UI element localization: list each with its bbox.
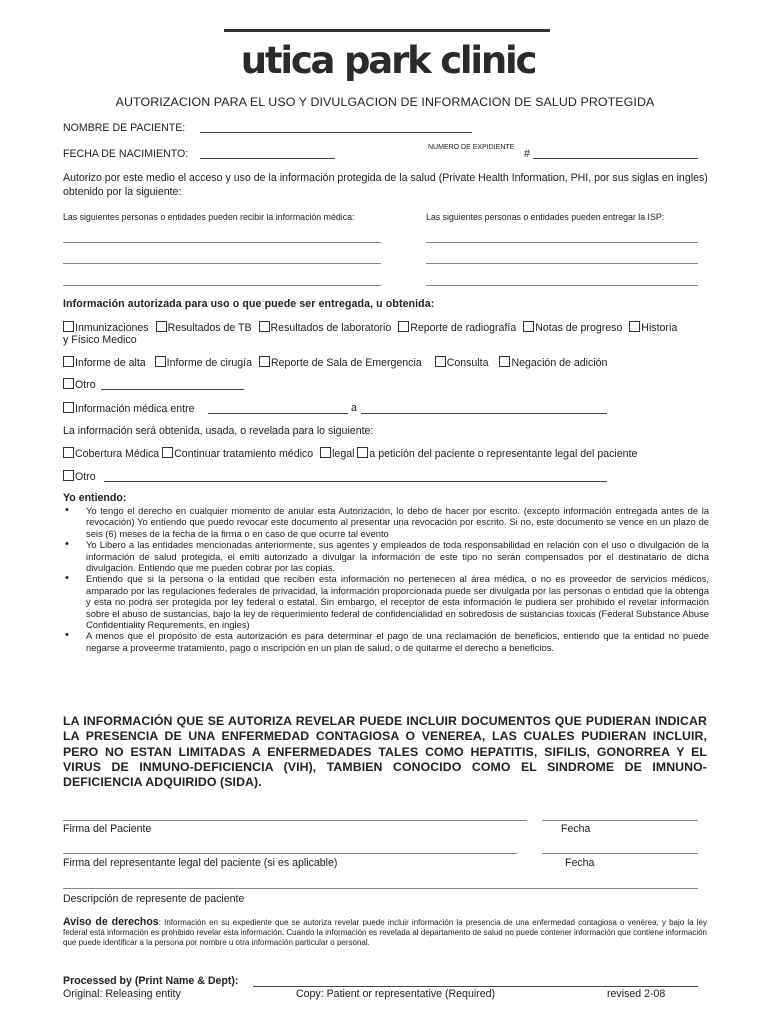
checkbox-legal[interactable]: legal <box>320 448 354 460</box>
purpose-heading: La información será obtenida, usada, o revelada para lo siguiente: <box>63 425 374 437</box>
info-row-2 <box>63 356 611 369</box>
footer-copy: Copy: Patient or representative (Required) <box>296 988 496 1000</box>
checkbox-reporte-sala-emergencia[interactable]: Reporte de Sala de Emergencia <box>259 357 422 369</box>
range-to-field[interactable] <box>361 413 607 414</box>
understand-list <box>63 505 709 653</box>
footer-revised: revised 2-08 <box>607 988 666 1000</box>
rights-notice <box>63 917 707 949</box>
info-row-1-continued: y Físico Medico <box>63 334 137 346</box>
footer-original: Original: Releasing entity <box>63 988 181 1000</box>
patient-signature-field[interactable] <box>63 820 527 821</box>
list-item: • A menos que el propósito de esta autorización es para determinar el pago de una reclamación de beneficios, entiendo que la entidad no puede negarse a proveerme tratamiento, pago o inscripción en un plan de salud, o de quitarme el derecho a beneficios. <box>63 630 709 653</box>
receiver-line-3[interactable] <box>63 285 381 286</box>
record-number-field[interactable] <box>533 158 698 159</box>
checkbox-informe-alta[interactable]: Informe de alta <box>63 357 146 369</box>
checkbox-informe-cirugia[interactable]: Informe de cirugía <box>155 357 252 369</box>
rep-description-field[interactable] <box>63 888 698 889</box>
checkbox-otro[interactable]: Otro <box>63 378 96 391</box>
record-hash: # <box>524 148 530 160</box>
processed-by-field[interactable] <box>253 986 698 987</box>
info-row-1 <box>63 321 681 334</box>
checkbox-negacion-adicion[interactable]: Negación de adición <box>499 357 607 369</box>
checkbox-consulta[interactable]: Consulta <box>435 357 489 369</box>
checkbox-historia[interactable]: Historia <box>629 322 677 334</box>
checkbox-resultados-tb[interactable]: Resultados de TB <box>156 322 252 334</box>
receiver-line-1[interactable] <box>63 242 381 243</box>
date-field-1[interactable] <box>542 820 698 821</box>
understand-heading: Yo entiendo: <box>63 492 127 504</box>
list-item: • Entiendo que si la persona o la entidad que reciben esta información no pertenecen al área médica, o no es proveedor de servicios médicos, amparado por las regulaciones federales de privacidad, la información proporcionada puede ser divulgada por las personas o entidad que la obtenga y esta no podrá ser protegida por ley federal o estatal. Sin embargo, el receptor de esta información le pudiera ser prohibido el revelar información sobre el abuso de sustancias, bajo la ley de requerimiento federal de confidencialidad en sobredosis de sustancias toxicas (Federal Substance Abuse Confidentiality Requrements, en ingles) <box>63 573 709 630</box>
receivers-label: Las siguientes personas o entidades pueden recibir la información médica: <box>63 212 355 222</box>
otro-purpose-field[interactable] <box>104 481 607 482</box>
checkbox-resultados-laboratorio[interactable]: Resultados de laboratorio <box>259 322 392 334</box>
authorize-text: Autorizo por este medio el acceso y uso de la información protegida de la salud (Private Health Information, PHI, por sus siglas en ingles) obtenido por la siguiente: <box>63 172 708 198</box>
providers-label: Las siguientes personas o entidades pueden entregar la ISP: <box>426 212 665 222</box>
checkbox-inmunizaciones[interactable]: Inmunizaciones <box>63 322 149 334</box>
provider-line-2[interactable] <box>426 263 698 264</box>
provider-line-1[interactable] <box>426 242 698 243</box>
rep-signature-label: Firma del representante legal del paciente (si es aplicable) <box>63 857 338 869</box>
checkbox-otro-purpose[interactable]: Otro <box>63 470 96 483</box>
logo: utica park clinic <box>240 39 536 82</box>
info-heading: Información autorizada para uso o que puede ser entregada, u obtenida: <box>63 298 435 310</box>
list-item: • Yo tengo el derecho en cualquier momento de anular esta Autorización, lo debo de hacer por escrito. (excepto información entregada antes de la revocación) Yo entiendo que puedo revocar este documento al presentar una revocación por escrito. Si no, este documento se vence en un plazo de seis (6) meses de la fecha de la firma o en caso de que ocurre tal evento <box>63 505 709 539</box>
checkbox-notas-progreso[interactable]: Notas de progreso <box>523 322 622 334</box>
checkbox-continuar-tratamiento[interactable]: Continuar tratamiento médico <box>162 448 313 460</box>
patient-name-field[interactable] <box>200 132 472 133</box>
checkbox-info-range[interactable]: Información médica entre <box>63 402 195 415</box>
dob-label: FECHA DE NACIMIENTO: <box>63 148 189 160</box>
rights-text: : Información en su expediente que se autoriza revelar puede incluir información la presencia de una enfermedad contagiosa o venérea, y bajo la ley federal está información es prohibido revelar esta información. Cuando la información es revelada al departamento de salud no puede contener información que contiene información que puede identificar a la persona por nombre u otra información particular o personal. <box>63 918 707 948</box>
rep-signature-field[interactable] <box>63 853 517 854</box>
rep-description-label: Descripción de represente de paciente <box>63 893 245 905</box>
logo-rule <box>224 29 550 32</box>
range-from-field[interactable] <box>208 413 348 414</box>
date-label-2: Fecha <box>565 857 595 869</box>
patient-signature-label: Firma del Paciente <box>63 823 152 835</box>
disclosure-notice: LA INFORMACIÓN QUE SE AUTORIZA REVELAR PUEDE INCLUIR DOCUMENTOS QUE PUDIERAN INDICAR LA PRESENCIA DE UNA ENFERMEDAD CONTAGIOSA O VENEREA, LAS CUALES PUDIERAN INCLUIR, PERO NO ESTAN LIMITADAS A ENFERMEDADES TALES COMO HEPATITIS, SIFILIS, GONORREA Y EL VIRUS DE INMUNO-DEFICIENCIA (VIH), TAMBIEN CONOCIDO COMO EL SINDROME DE IMNUNO-DEFICIENCIA ADQUIRIDO (SIDA). <box>63 714 707 790</box>
date-field-2[interactable] <box>542 853 698 854</box>
page-title: AUTORIZACION PARA EL USO Y DIVULGACION DE INFORMACION DE SALUD PROTEGIDA <box>115 95 655 109</box>
provider-line-3[interactable] <box>426 285 698 286</box>
list-item: • Yo Libero a las entidades mencionadas anteriormente, sus agentes y empleados de toda responsabilidad en relación con el uso o divulgación de la información de salud protegida, el emiti autorizado a divulgar la información de este tipo no serán compensados por el destinatario de dicha divulgación. Entiendo que me pueden cobrar por las copias. <box>63 539 709 573</box>
checkbox-peticion-paciente[interactable]: a petición del paciente o representante legal del paciente <box>357 448 637 460</box>
checkbox-reporte-radiografia[interactable]: Reporte de radiografía <box>398 322 516 334</box>
receiver-line-2[interactable] <box>63 263 381 264</box>
dob-field[interactable] <box>200 158 335 159</box>
otro-field[interactable] <box>101 389 244 390</box>
range-a-label: a <box>351 402 357 414</box>
checkbox-cobertura-medica[interactable]: Cobertura Médica <box>63 448 159 460</box>
rights-label: Aviso de derechos <box>63 916 159 928</box>
processed-by-label: Processed by (Print Name & Dept): <box>63 975 239 987</box>
record-number-label: NUMERO DE EXPIDIENTE <box>428 144 515 151</box>
date-label-1: Fecha <box>561 823 591 835</box>
purpose-row <box>63 447 637 460</box>
patient-name-label: NOMBRE DE PACIENTE: <box>63 122 186 134</box>
